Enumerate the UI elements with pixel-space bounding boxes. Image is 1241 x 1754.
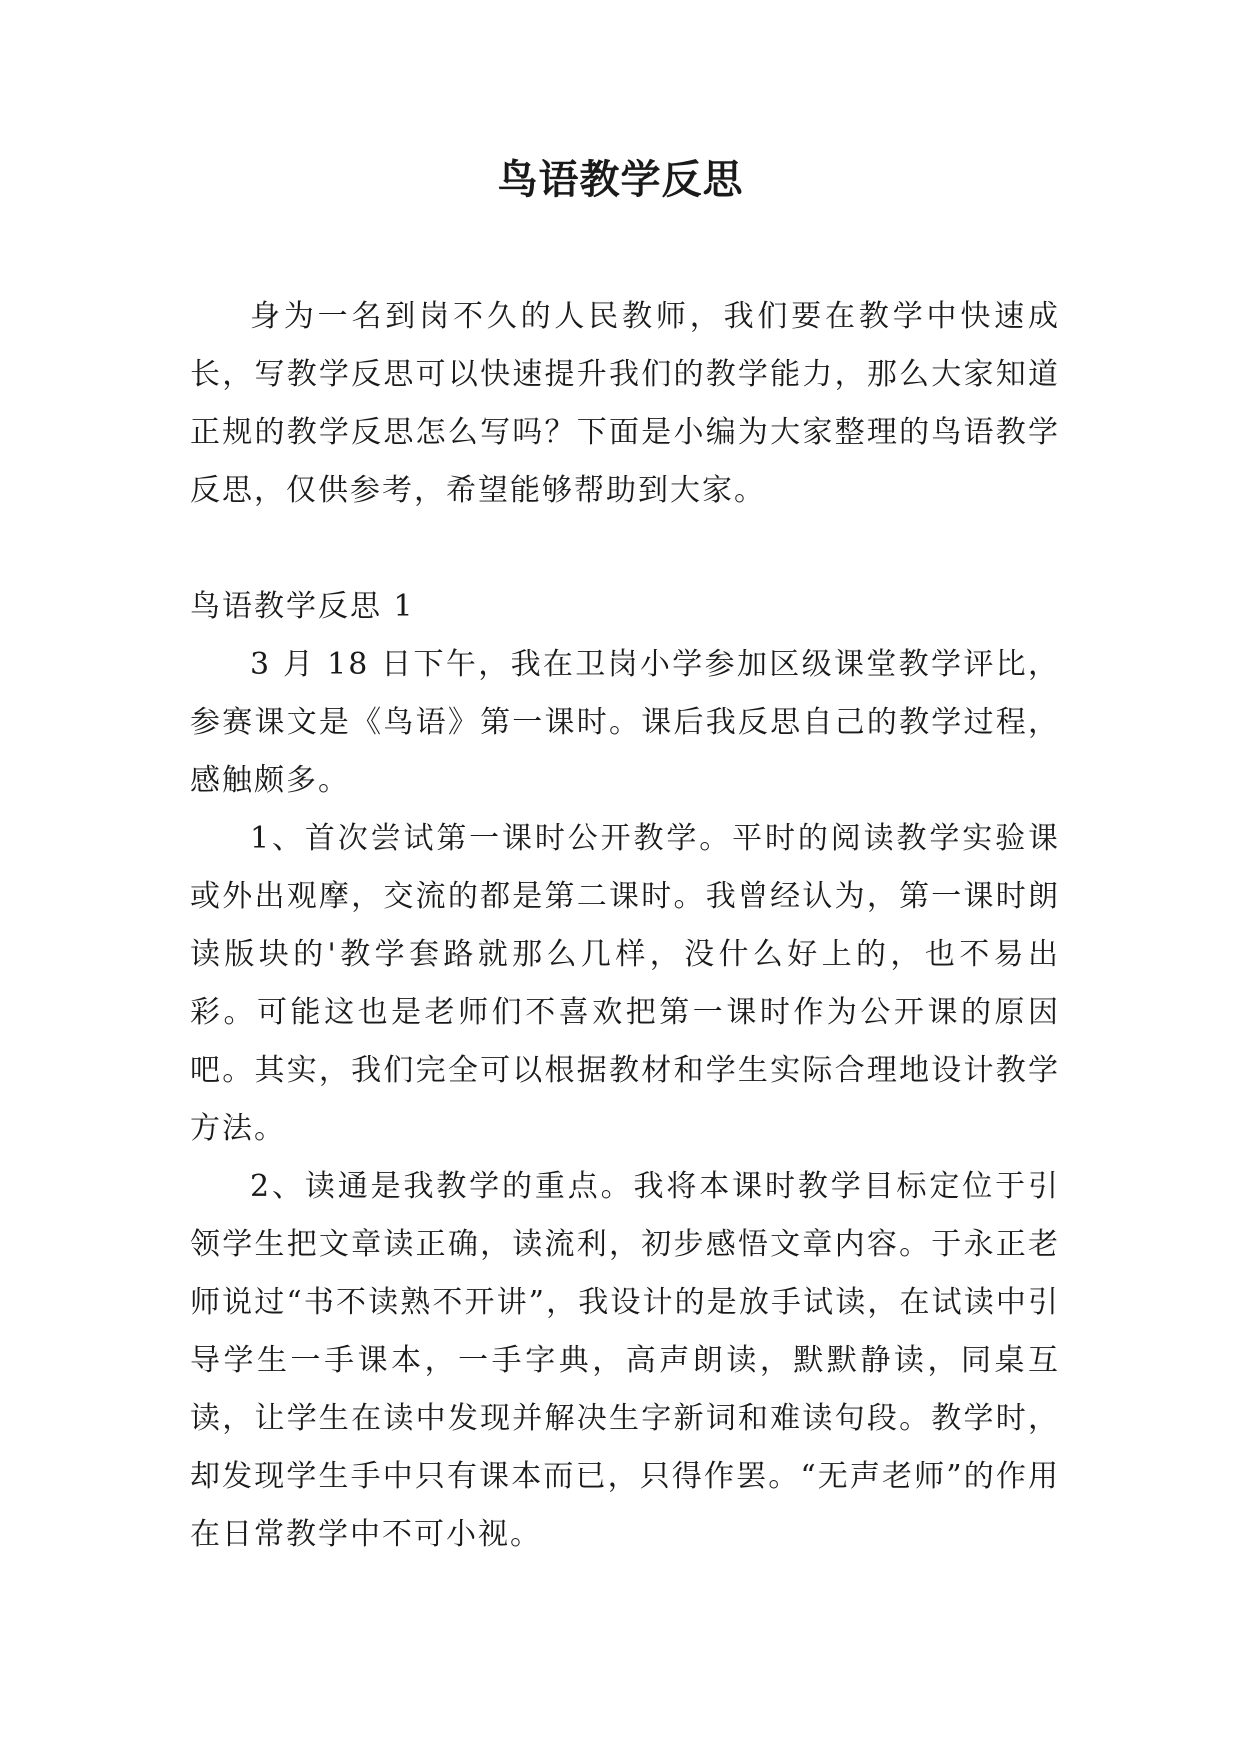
intro-paragraph: 身为一名到岗不久的人民教师，我们要在教学中快速成长，写教学反思可以快速提升我们的教学能力，那么大家知道正规的教学反思怎么写吗？下面是小编为大家整理的鸟语教学反思，仅供参考，希望能够帮助到大家。 <box>190 299 1060 508</box>
document-title: 鸟语教学反思 <box>497 157 744 203</box>
body-paragraph-2: 1、首次尝试第一课时公开教学。平时的阅读教学实验课或外出观摩，交流的都是第二课时。我曾经认为，第一课时朗读版块的'教学套路就那么几样，没什么好上的，也不易出彩。可能这也是老师们不喜欢把第一课时作为公开课的原因吧。其实，我们完全可以根据教材和学生实际合理地设计教学方法。 <box>190 821 1060 1146</box>
section-heading: 鸟语教学反思 1 <box>190 589 415 624</box>
body-paragraph-1: 3 月 18 日下午，我在卫岗小学参加区级课堂教学评比，参赛课文是《鸟语》第一课时。课后我反思自己的教学过程，感触颇多。 <box>190 647 1060 798</box>
document-body <box>190 288 1060 1564</box>
body-paragraph-3: 2、读通是我教学的重点。我将本课时教学目标定位于引领学生把文章读正确，读流利，初步感悟文章内容。于永正老师说过“书不读熟不开讲”，我设计的是放手试读，在试读中引导学生一手课本，一手字典，高声朗读，默默静读，同桌互读，让学生在读中发现并解决生字新词和难读句段。教学时，却发现学生手中只有课本而已，只得作罢。“无声老师”的作用在日常教学中不可小视。 <box>190 1169 1060 1552</box>
